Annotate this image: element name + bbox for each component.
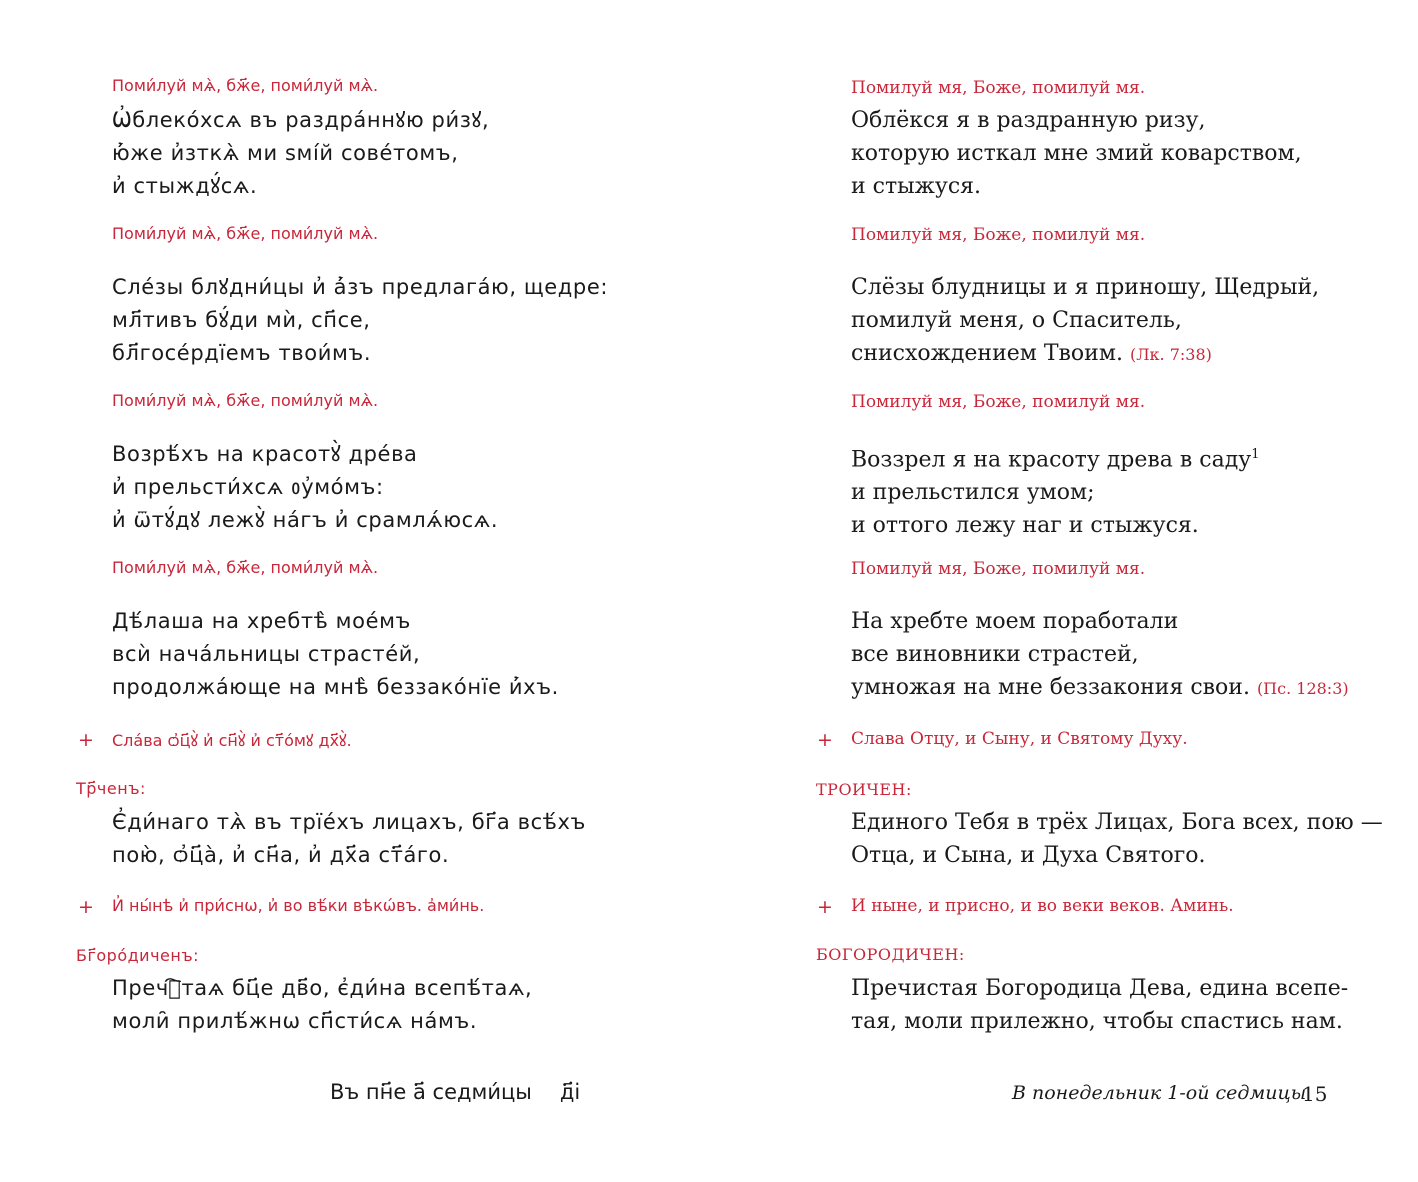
stanza-4 [851, 605, 1349, 705]
trinity-label: Тр҃ченъ: [76, 779, 146, 798]
stanza-line: все виновники страстей, [851, 642, 1139, 667]
stanza-line: Є҆ди́наго тѧ̀ въ трїе́хъ лицахъ, бг҃а всѣ́хъ [112, 810, 586, 834]
stanza-line: Пречистая Богородица Дева, едина всепе- [851, 976, 1349, 1001]
scripture-citation: (Лк. 7:38) [1129, 345, 1212, 364]
stanza-line: Облёкся я в раздранную ризу, [851, 108, 1206, 133]
footnote-marker[interactable]: 1 [1251, 447, 1260, 462]
stanza-3 [851, 438, 1259, 542]
glory-verse: Слава Отцу, и Сыну, и Святому Духу. [851, 729, 1188, 749]
stanza-line: Отца, и Сына, и Духа Святого. [851, 843, 1206, 868]
running-footer [1012, 1082, 1332, 1104]
page-number: д҃і [559, 1080, 581, 1104]
stanza-line: помилуй меня, о Спаситель, [851, 308, 1182, 333]
stanza-line: продолжа́юще на мнѣ̀ беззако́нїе и҆́хъ. [112, 675, 559, 699]
stanza-line: и стыжуся. [851, 174, 982, 199]
scripture-citation: (Пс. 128:3) [1256, 679, 1349, 698]
stanza-line: моли̑ прилѣ́жнѡ сп҃сти́сѧ на́мъ. [112, 1009, 478, 1033]
stanza-3 [112, 438, 498, 537]
stanza-line: На хребте моем поработали [851, 609, 1179, 634]
stanza-line: тая, моли прилежно, чтобы спастись нам. [851, 1009, 1343, 1034]
theotokion-stanza [851, 972, 1348, 1038]
stanza-line: и҆ ѿтꙋ́дꙋ лежꙋ̀ на́гъ и҆ срамлѧ́юсѧ. [112, 508, 499, 532]
refrain: Поми́луй мѧ̀, бж҃е, поми́луй мѧ̀. [112, 76, 379, 95]
theotokion-label: БОГОРОДИЧЕН: [816, 945, 965, 964]
footer-title: Въ пн҃е а҃ седми́цы [330, 1080, 532, 1104]
refrain: Помилуй мя, Боже, помилуй мя. [851, 392, 1146, 412]
stanza-line: Ѡ҆блеко́хсѧ въ раздра́ннꙋю ри́зꙋ, [112, 108, 490, 132]
glory-verse: Сла́ва ѻ҆ц҃ꙋ̀ и҆ сн҃ꙋ̀ и҆ ст҃о́мꙋ дх҃ꙋ̀. [112, 731, 352, 750]
stanza-line: Дѣ́лаша на хребтѣ̀ мое́мъ [112, 609, 411, 633]
right-page [709, 0, 1418, 1182]
stanza-1 [851, 104, 1302, 203]
stanza-line [851, 337, 1319, 371]
stanza-line: Слёзы блудницы и я приношу, Щедрый, [851, 275, 1320, 300]
stanza-4 [112, 605, 559, 704]
stanza-line: и прельстился умом; [851, 480, 1095, 506]
plus-marker: + [817, 896, 833, 918]
trinity-stanza [112, 806, 586, 872]
refrain: Помилуй мя, Боже, помилуй мя. [851, 78, 1146, 98]
stanza-line: Единого Тебя в трёх Лицах, Бога всех, пою — [851, 810, 1383, 835]
stanza-line [851, 671, 1349, 705]
now-verse: И ныне, и присно, и во веки веков. Аминь. [851, 896, 1234, 916]
stanza-line: которую исткал мне змий коварством, [851, 141, 1302, 166]
page-number: 15 [1302, 1082, 1328, 1106]
stanza-line: всѝ нача́льницы страсте́й, [112, 642, 421, 666]
stanza-2 [112, 271, 608, 370]
plus-marker: + [78, 729, 94, 751]
stanza-1 [112, 104, 489, 203]
plus-marker: + [78, 896, 94, 918]
stanza-line: и҆ стыждꙋ́сѧ. [112, 174, 258, 198]
trinity-stanza [851, 806, 1383, 872]
stanza-line: бл҃госе́рдїемъ твои́мъ. [112, 341, 372, 365]
stanza-line: мл҃тивъ бꙋ́ди мѝ, сп҃се, [112, 308, 371, 332]
running-footer [330, 1080, 580, 1104]
stanza-line: и оттого лежу наг и стыжуся. [851, 513, 1199, 539]
stanza-line: и҆ прельсти́хсѧ ᲂу҆мо́мъ: [112, 475, 384, 499]
stanza-line: Пречⷭ҇таѧ бц҃е дв҃о, є҆ди́на всепѣ́таѧ, [112, 976, 533, 1000]
footer-title: В понедельник 1-ой седмицы [1012, 1082, 1307, 1104]
theotokion-stanza [112, 972, 532, 1038]
refrain: Поми́луй мѧ̀, бж҃е, поми́луй мѧ̀. [112, 391, 379, 410]
stanza-line: Возрѣ́хъ на красотꙋ̀ дре́ва [112, 442, 418, 466]
stanza-line: Сле́зы блꙋдни́цы и҆ а҆́зъ предлага́ю, щедре: [112, 275, 609, 299]
refrain: Поми́луй мѧ̀, бж҃е, поми́луй мѧ̀. [112, 224, 379, 243]
stanza-line [851, 438, 1259, 476]
stanza-2 [851, 271, 1319, 371]
stanza-line-text: Воззрел я на красоту древа в саду [851, 447, 1252, 473]
stanza-line-text: снисхождением Твоим. [851, 341, 1123, 366]
theotokion-label: Бг҃оро́диченъ: [76, 946, 200, 965]
refrain: Помилуй мя, Боже, помилуй мя. [851, 559, 1146, 579]
refrain: Поми́луй мѧ̀, бж҃е, поми́луй мѧ̀. [112, 558, 379, 577]
refrain: Помилуй мя, Боже, помилуй мя. [851, 225, 1146, 245]
plus-marker: + [817, 729, 833, 751]
stanza-line-text: умножая на мне беззакония свои. [851, 675, 1250, 700]
stanza-line: пою̀, ѻ҆ц҃а̀, и҆ сн҃а, и҆ дх҃а ст҃а́го. [112, 843, 450, 867]
stanza-line: ю҆́же и҆зткѧ̀ ми ѕмі́й сове́томъ, [112, 141, 459, 165]
trinity-label: ТРОИЧЕН: [816, 780, 912, 799]
now-verse: И҆ ны́нѣ и҆ при́снѡ, и҆ во вѣ́ки вѣкѡ́въ. а҆ми́нь. [112, 896, 485, 915]
